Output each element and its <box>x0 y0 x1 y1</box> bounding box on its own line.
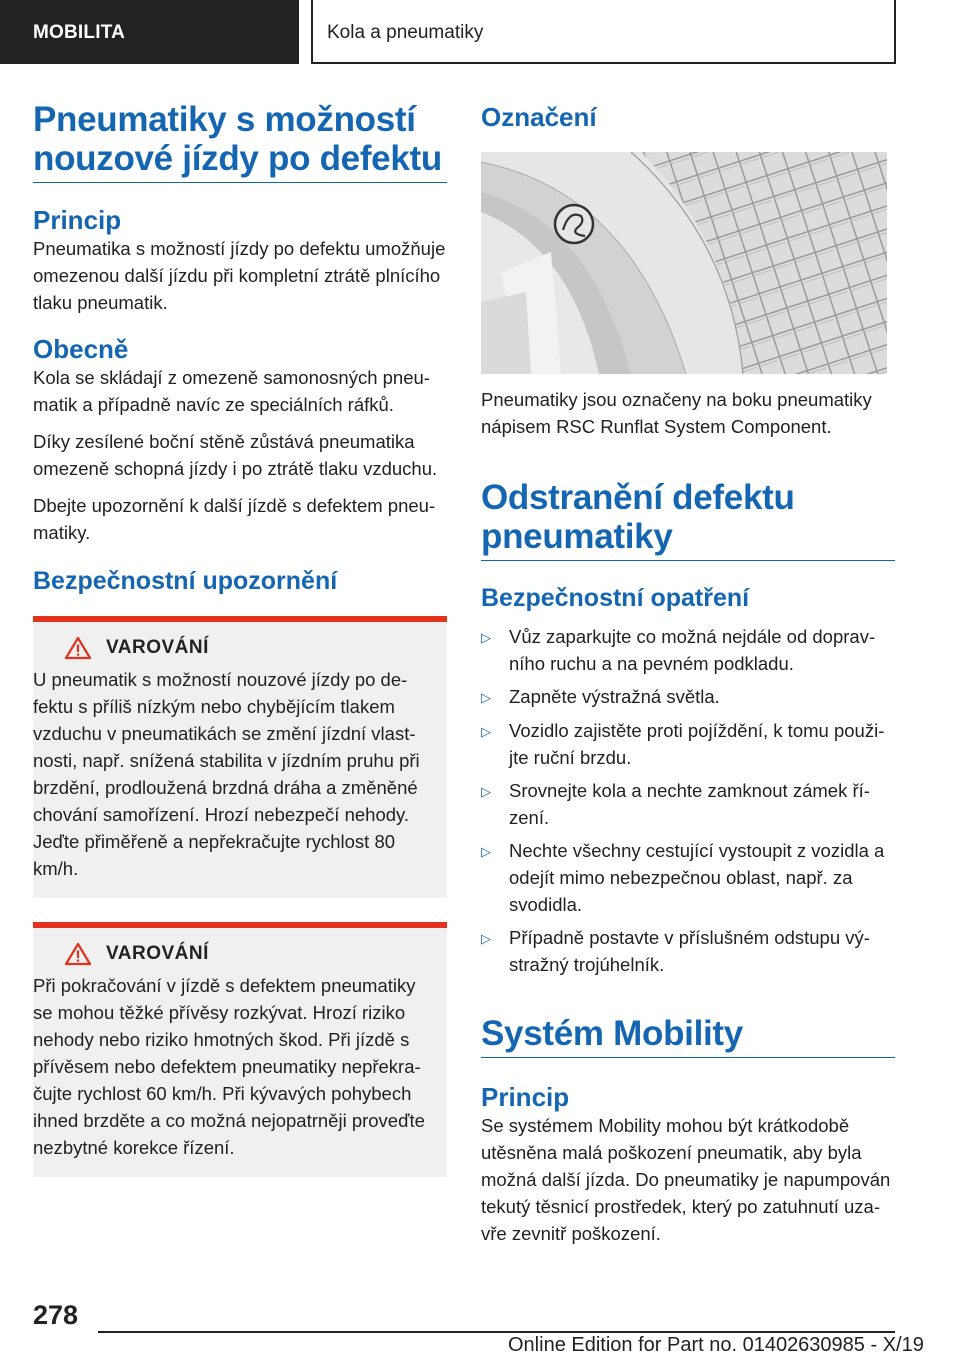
bullet-triangle-icon: ▷ <box>481 931 491 946</box>
left-column <box>33 100 447 1177</box>
princip-text: Pneumatika s možností jízdy po defektu umožňuje omezenou další jízdu při kompletní ztrátě plnícího tlaku pneumatik. <box>33 238 446 313</box>
mobility-princip-text: Se systémem Mobility mohou být krátkodobě utěsněna malá poškození pneumatik, aby byla možná další jízda. Do pneumatiky je napumpován tekutý těsnicí prostředek, který po zatuhnutí uzavře zevnitř poškození. <box>481 1115 891 1244</box>
bullet-triangle-icon: ▷ <box>481 844 491 859</box>
bullet-triangle-icon: ▷ <box>481 690 491 705</box>
list-item: ▷ Nechte všechny cestující vystoupit z vozidla a odejít mimo nebezpečnou oblast, např. za svodidla. <box>481 837 895 918</box>
warning-box-1 <box>33 616 447 898</box>
warning-triangle-icon <box>64 636 92 660</box>
list-item: ▷ Vozidlo zajistěte proti pojíždění, k tomu použijte ruční brzdu. <box>481 717 895 771</box>
section-tab: MOBILITA <box>0 0 299 64</box>
bullet-triangle-icon: ▷ <box>481 784 491 799</box>
warning-1-title: VAROVÁNÍ <box>106 637 209 658</box>
tire-sidewall-image <box>481 152 887 374</box>
mobility-title: Systém Mobility <box>481 1014 895 1058</box>
chapter-title: Kola a pneumatiky <box>311 0 896 64</box>
safety-steps-list <box>481 623 895 978</box>
obecne-paragraph-2: Díky zesílené boční stěně zůstává pneumatika omezeně schopná jízdy i po ztrátě tlaku vzduchu. <box>33 431 438 479</box>
edition-note: Online Edition for Part no. 01402630985 - X/19 <box>508 1334 924 1356</box>
warning-1-text: U pneumatik s možností nouzové jízdy po defektu s příliš nízkým nebo chybějícím tlakem vzduchu v pneumatikách se změní jízdní vlastnosti, např. snížená stabilita v jízdním pruhu při brzdění, prodloužená brzdná dráha a změněné chování samořízení. Hrozí nebezpečí nehody. Jeďte přiměřeně a nepřekračujte rychlost 80 km/h. <box>33 669 420 879</box>
page-header <box>0 0 960 66</box>
list-item: ▷ Srovnejte kola a nechte zamknout zámek řízení. <box>481 777 895 831</box>
warning-triangle-icon <box>64 942 92 966</box>
obecne-paragraph-3: Dbejte upozornění k další jízdě s defektem pneumatiky. <box>33 495 436 543</box>
warning-box-2 <box>33 922 447 1177</box>
bullet-triangle-icon: ▷ <box>481 724 491 739</box>
page-number: 278 <box>33 1300 79 1330</box>
warning-2-title: VAROVÁNÍ <box>106 943 209 964</box>
list-item: ▷ Vůz zaparkujte co možná nejdále od dopravního ruchu a na pevném podkladu. <box>481 623 895 677</box>
list-item: ▷ Případně postavte v příslušném odstupu výstražný trojúhelník. <box>481 924 895 978</box>
footer-divider <box>98 1331 895 1333</box>
list-item: ▷ Zapněte výstražná světla. <box>481 683 895 711</box>
bullet-triangle-icon: ▷ <box>481 630 491 645</box>
obecne-paragraph-1: Kola se skládají z omezeně samonosných pneumatik a případně navíc ze speciálních ráfků. <box>33 367 430 415</box>
odstraneni-title: Odstranění defektu pneumatiky <box>481 478 895 561</box>
runflat-title: Pneumatiky s možností nouzové jízdy po defektu <box>33 100 447 183</box>
opatreni-heading: Bezpečnostní opatření <box>481 584 750 612</box>
oznaceni-heading: Označení <box>481 102 597 132</box>
safety-heading: Bezpečnostní upozornění <box>33 567 338 595</box>
oznaceni-caption: Pneumatiky jsou označeny na boku pneumatiky nápisem RSC Runflat System Component. <box>481 389 872 437</box>
obecne-heading: Obecně <box>33 334 129 364</box>
warning-2-text: Při pokračování v jízdě s defektem pneumatiky se mohou těžké přívěsy rozkývat. Hrozí riziko nehody nebo riziko hmotných škod. Při jízdě s přívěsem nebo defektem pneumatiky nepřekračujte rychlost 60 km/h. Při kývavých pohybech ihned brzděte a co možná nejopatrněji proveďte nezbytné korekce řízení. <box>33 975 425 1158</box>
princip-heading: Princip <box>33 205 122 235</box>
mobility-princip-heading: Princip <box>481 1082 570 1112</box>
right-column <box>481 102 895 1247</box>
